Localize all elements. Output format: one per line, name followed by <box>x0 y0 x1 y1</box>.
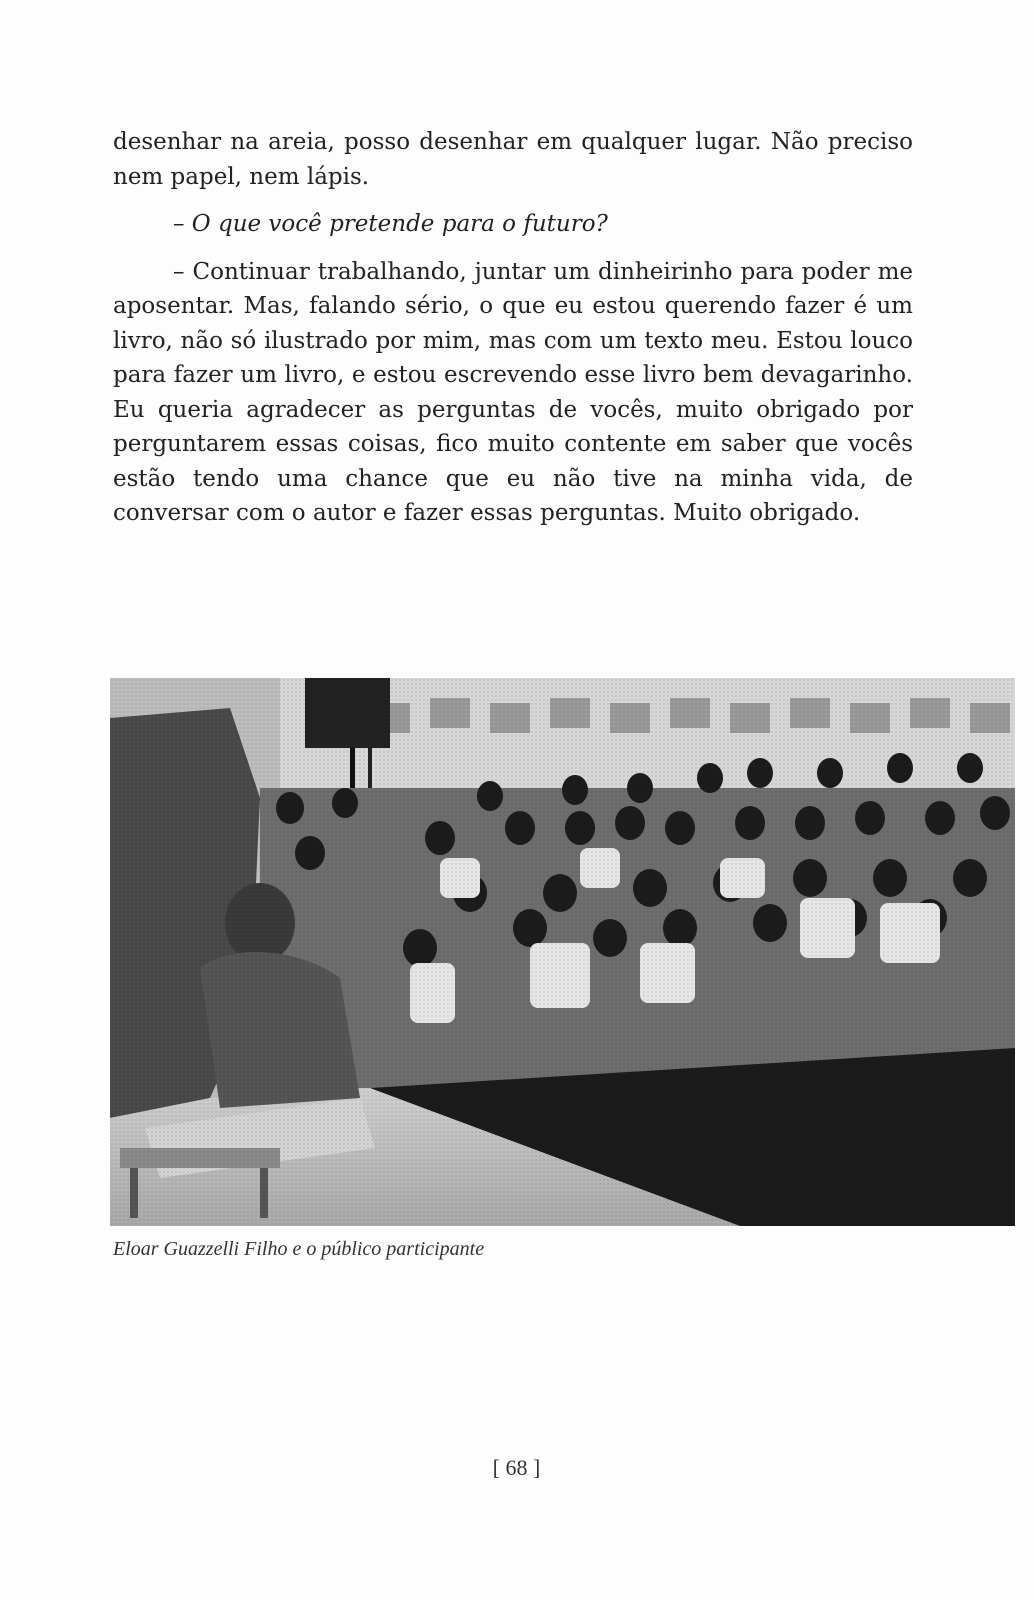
interview-question: – O que você pretende para o futuro? <box>173 211 608 237</box>
interview-answer: – Continuar trabalhando, juntar um dinheirinho para poder me aposentar. Mas, falando sério, o que eu estou querendo fazer é um livro, não só ilustrado por mim, mas com um texto meu. Estou louco para fazer um livro, e estou escrevendo esse livro bem devagarinho. Eu queria agradecer as perguntas de vocês, muito obrigado por perguntarem essas coisas, fico muito contente em saber que vocês estão tendo uma chance que eu não tive na minha vida, de conversar com o autor e fazer essas perguntas. Muito obrigado. <box>113 258 913 526</box>
page-number: [ 68 ] <box>492 1455 541 1480</box>
photo-image <box>110 678 1015 1226</box>
photo-caption: Eloar Guazzelli Filho e o público participante <box>113 1238 485 1260</box>
body-text <box>113 125 913 544</box>
paragraph-continuation: desenhar na areia, posso desenhar em qualquer lugar. Não preciso nem papel, nem lápis. <box>113 129 913 190</box>
event-photo <box>110 678 1015 1226</box>
